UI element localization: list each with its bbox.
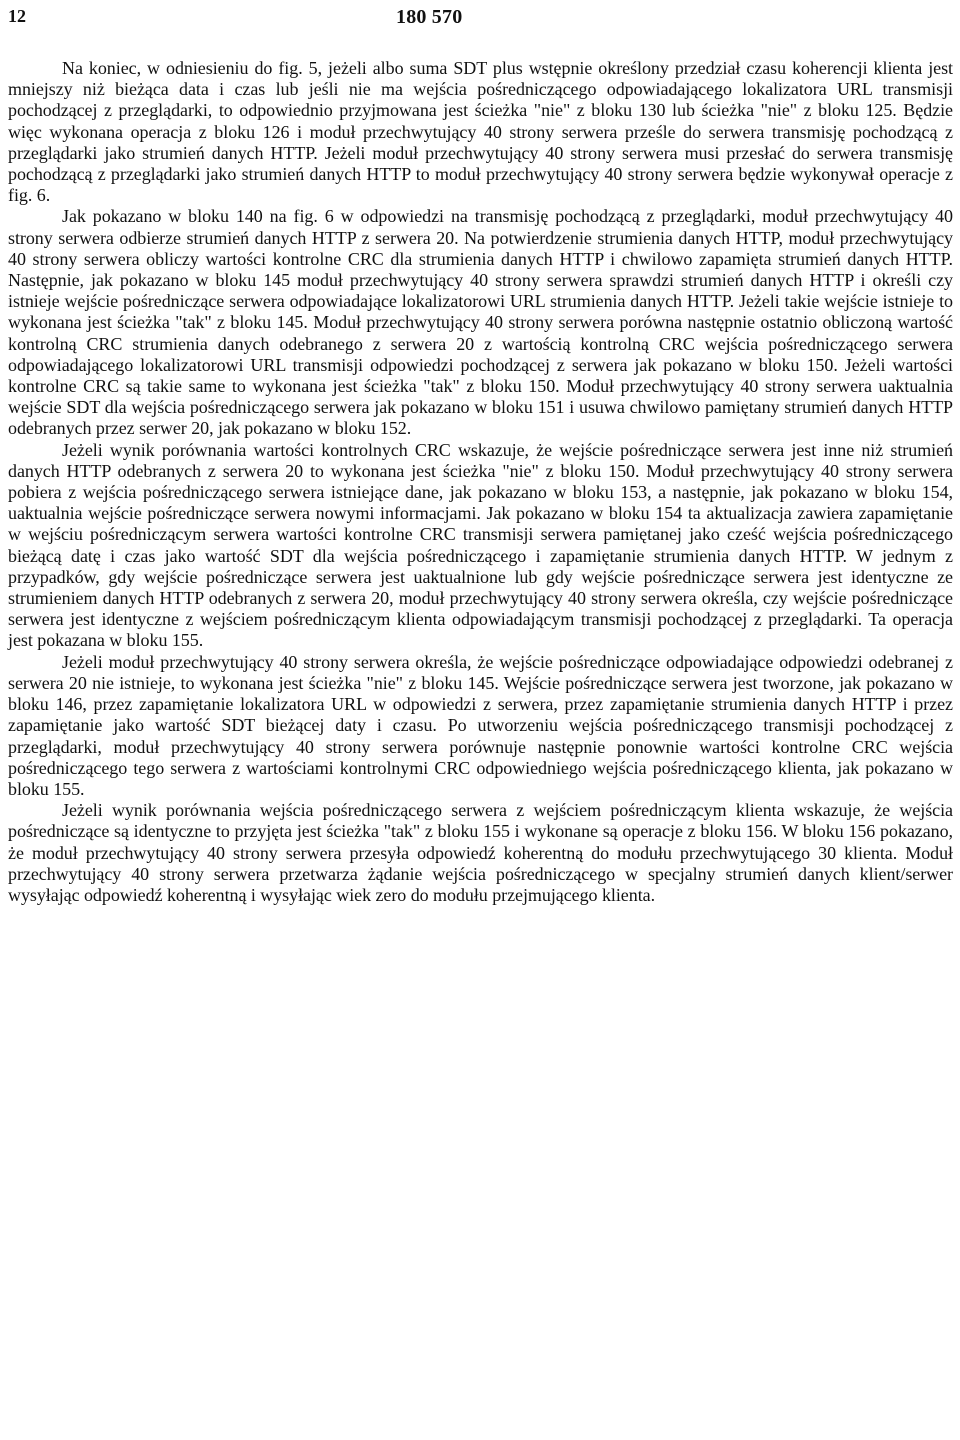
patent-number: 180 570 xyxy=(396,6,463,28)
paragraph-3: Jeżeli wynik porównania wartości kontrolnych CRC wskazuje, że wejście pośredniczące serwera jest inne niż strumień danych HTTP odebranych z serwera 20 to wykonana jest ścieżka "nie" z bloku 150. Moduł przechwytujący 40 strony serwera pobiera z wejścia pośredniczącego serwera istniejące dane, jak pokazano w bloku 153, a następnie, jak pokazano w bloku 154, uaktualnia wejście pośredniczące serwera nowymi informacjami. Jak pokazano w bloku 154 ta aktualizacja zawiera zapamiętanie w wejściu pośredniczącym serwera wartości kontrolne CRC transmisji serwera pamiętanej jako cześć wejścia pośredniczącego bieżącą datę i czas jako wartość SDT dla wejścia pośredniczącego i zapamiętanie strumienia danych HTTP. W jednym z przypadków, gdy wejście pośredniczące serwera jest uaktualnione lub gdy wejście pośredniczące serwera jest identyczne ze strumieniem danych HTTP odebranych z serwera 20, moduł przechwytujący 40 strony serwera określa, czy wejście pośredniczące serwera jest identyczne z wejściem pośredniczącym klienta odpowiadającym transmisji pochodzącej z przeglądarki. Ta operacja jest pokazana w bloku 155. xyxy=(8,439,953,651)
paragraph-5: Jeżeli wynik porównania wejścia pośredniczącego serwera z wejściem pośredniczącym klienta wskazuje, że wejścia pośredniczące są identyczne to przyjęta jest ścieżka "tak" z bloku 155 i wykonane są operacje z bloku 156. W bloku 156 pokazano, że moduł przechwytujący 40 strony serwera przesyła odpowiedź koherentną do modułu przechwytującego 30 klienta. Moduł przechwytujący 40 strony serwera przetwarza żądanie wejścia pośredniczącego w specjalny strumień danych klient/serwer wysyłając odpowiedź koherentną i wysyłając wiek zero do modułu przejmującego klienta. xyxy=(8,800,953,905)
page-number: 12 xyxy=(8,6,26,26)
paragraph-4: Jeżeli moduł przechwytujący 40 strony serwera określa, że wejście pośredniczące odpowiadające odpowiedzi odebranej z serwera 20 nie istnieje, to wykonana jest ścieżka "nie" z bloku 145. Wejście pośredniczące serwera jest tworzone, jak pokazano w bloku 146, przez zapamiętanie lokalizatora URL w odpowiedzi z serwera, przez zapamiętanie strumienia danych HTTP i przez zapamiętanie jako wartość SDT bieżącej daty i czasu. Po utworzeniu wejścia pośredniczącego transmisji pochodzącej z przeglądarki, moduł przechwytujący 40 strony serwera porównuje następnie ponownie wartości kontrolne CRC wejścia pośredniczącego tego serwera z wartościami kontrolnymi CRC odpowiedniego wejścia pośredniczącego klienta, jak pokazano w bloku 155. xyxy=(8,651,953,799)
document-body xyxy=(8,58,953,1430)
paragraph-1: Na koniec, w odniesieniu do fig. 5, jeżeli albo suma SDT plus wstępnie określony przedział czasu koherencji klienta jest mniejszy niż bieżąca data i czas lub jeśli nie ma wejścia pośredniczącego odpowiadającego lokalizatora URL transmisji pochodzącej z przeglądarki, to odpowiednio przyjmowana jest ścieżka "nie" z bloku 130 lub ścieżka "nie" z bloku 125. Będzie więc wykonana operacja z bloku 126 i moduł przechwytujący 40 strony serwera prześle do serwera transmisję pochodzącą z przeglądarki jako strumień danych HTTP. Jeżeli moduł przechwytujący 40 strony serwera musi przesłać do serwera transmisję pochodzącą z przeglądarki jako strumień danych HTTP to moduł przechwytujący 40 strony serwera będzie wykonywał operacje z fig. 6. xyxy=(8,58,953,206)
paragraph-2: Jak pokazano w bloku 140 na fig. 6 w odpowiedzi na transmisję pochodzącą z przeglądarki, moduł przechwytujący 40 strony serwera odbierze strumień danych HTTP z serwera 20. Na potwierdzenie strumienia danych HTTP, moduł przechwytujący 40 strony serwera obliczy wartości kontrolne CRC dla strumienia danych HTTP i chwilowo zapamięta strumień danych HTTP. Następnie, jak pokazano w bloku 145 moduł przechwytujący 40 strony serwera sprawdzi strumień danych HTTP i określi czy istnieje wejście pośredniczące serwera odpowiadające lokalizatorowi URL strumienia danych HTTP. Jeżeli takie wejście istnieje to wykonana jest ścieżka "tak" z bloku 145. Moduł przechwytujący 40 strony serwera porówna następnie ostatnio obliczoną wartość kontrolną CRC strumienia danych odebranego z serwera 20 z wartością kontrolną CRC wejścia pośredniczącego serwera odpowiadającego lokalizatorowi URL transmisji odpowiedzi pochodzącej z serwera jak pokazano w bloku 150. Jeżeli wartości kontrolne CRC są takie same to wykonana jest ścieżka "tak" z bloku 150. Moduł przechwytujący 40 strony serwera uaktualnia wejście SDT dla wejścia pośredniczącego serwera jak pokazano w bloku 151 i usuwa chwilowo pamiętany strumień danych HTTP odebranych przez serwer 20, jak pokazano w bloku 152. xyxy=(8,206,953,439)
page-header xyxy=(0,0,960,34)
